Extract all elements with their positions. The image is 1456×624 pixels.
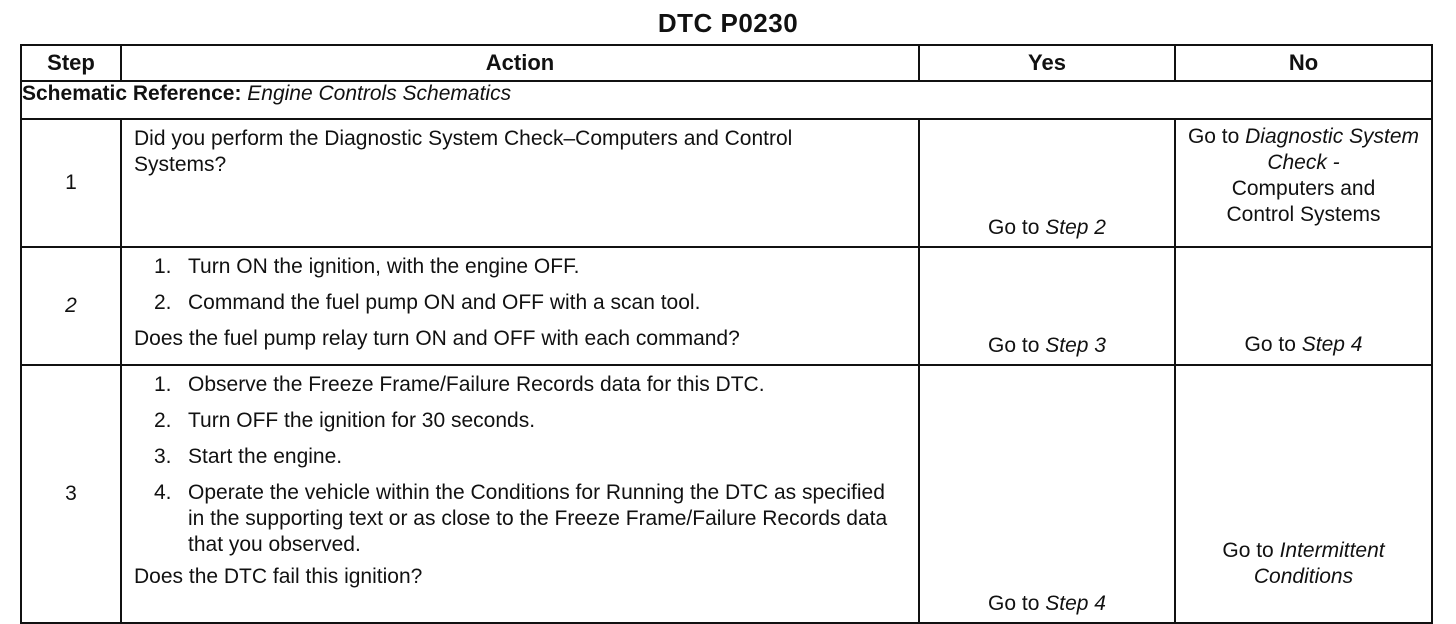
header-action: Action [121,45,919,81]
schematic-reference-value: Engine Controls Schematics [247,82,512,105]
no-prefix: Go to [1222,539,1280,562]
no-cell [1175,119,1432,247]
action-cell [121,365,919,623]
no-target: Intermittent Conditions [1253,539,1385,588]
yes-target: Step 3 [1045,334,1106,357]
yes-target: Step 2 [1045,216,1106,239]
yes-cell [919,119,1175,247]
table-row [21,247,1432,365]
item-number: 4. [154,481,172,504]
action-steps-list [134,254,908,316]
yes-target: Step 4 [1045,592,1106,615]
action-cell [121,247,919,365]
no-prefix: Go to [1187,125,1246,148]
no-cell [1175,247,1432,365]
list-item [134,444,908,470]
header-row [21,45,1432,81]
item-number: 3. [154,445,172,468]
action-cell [121,119,919,247]
table-row [21,119,1432,247]
no-prefix: Go to [1244,333,1302,356]
yes-prefix: Go to [988,592,1046,615]
item-text: Turn OFF the ignition for 30 seconds. [188,409,536,432]
list-item [134,480,908,558]
action-question: Did you perform the Diagnostic System Check–Computers and Control Systems? [134,127,793,176]
item-number: 1. [154,373,172,396]
schematic-reference-row [21,81,1432,119]
item-number: 1. [154,255,172,278]
item-number: 2. [154,291,172,314]
item-text: Start the engine. [188,445,343,468]
action-question: Does the DTC fail this ignition? [134,565,423,588]
schematic-reference-label: Schematic Reference: [22,82,242,105]
schematic-reference-cell [21,81,1432,119]
yes-cell [919,365,1175,623]
header-yes: Yes [919,45,1175,81]
header-no: No [1175,45,1432,81]
item-text: Command the fuel pump ON and OFF with a scan tool. [188,291,701,314]
table-row [21,365,1432,623]
no-cell [1175,365,1432,623]
no-target: Step 4 [1301,333,1363,356]
yes-prefix: Go to [988,216,1046,239]
no-target: Diagnostic System Check - [1245,125,1420,174]
action-question: Does the fuel pump relay turn ON and OFF with each command? [134,327,740,350]
document-title: DTC P0230 [657,8,799,38]
list-item [134,254,908,280]
item-text: Observe the Freeze Frame/Failure Records data for this DTC. [188,373,765,396]
list-item [134,290,908,316]
action-steps-list [134,372,908,558]
header-step: Step [21,45,121,81]
step-number: 2 [21,247,121,365]
item-number: 2. [154,409,172,432]
item-text: Operate the vehicle within the Conditions for Running the DTC as specified in the supporting text or as close to the Freeze Frame/Failure Records data that you observed. [188,481,888,556]
list-item [134,408,908,434]
step-number: 1 [21,119,121,247]
no-suffix: Computers and Control Systems [1226,177,1381,226]
list-item [134,372,908,398]
yes-cell [919,247,1175,365]
item-text: Turn ON the ignition, with the engine OFF. [188,255,580,278]
diagnostic-table [20,44,1433,624]
step-number: 3 [21,365,121,623]
yes-prefix: Go to [988,334,1046,357]
